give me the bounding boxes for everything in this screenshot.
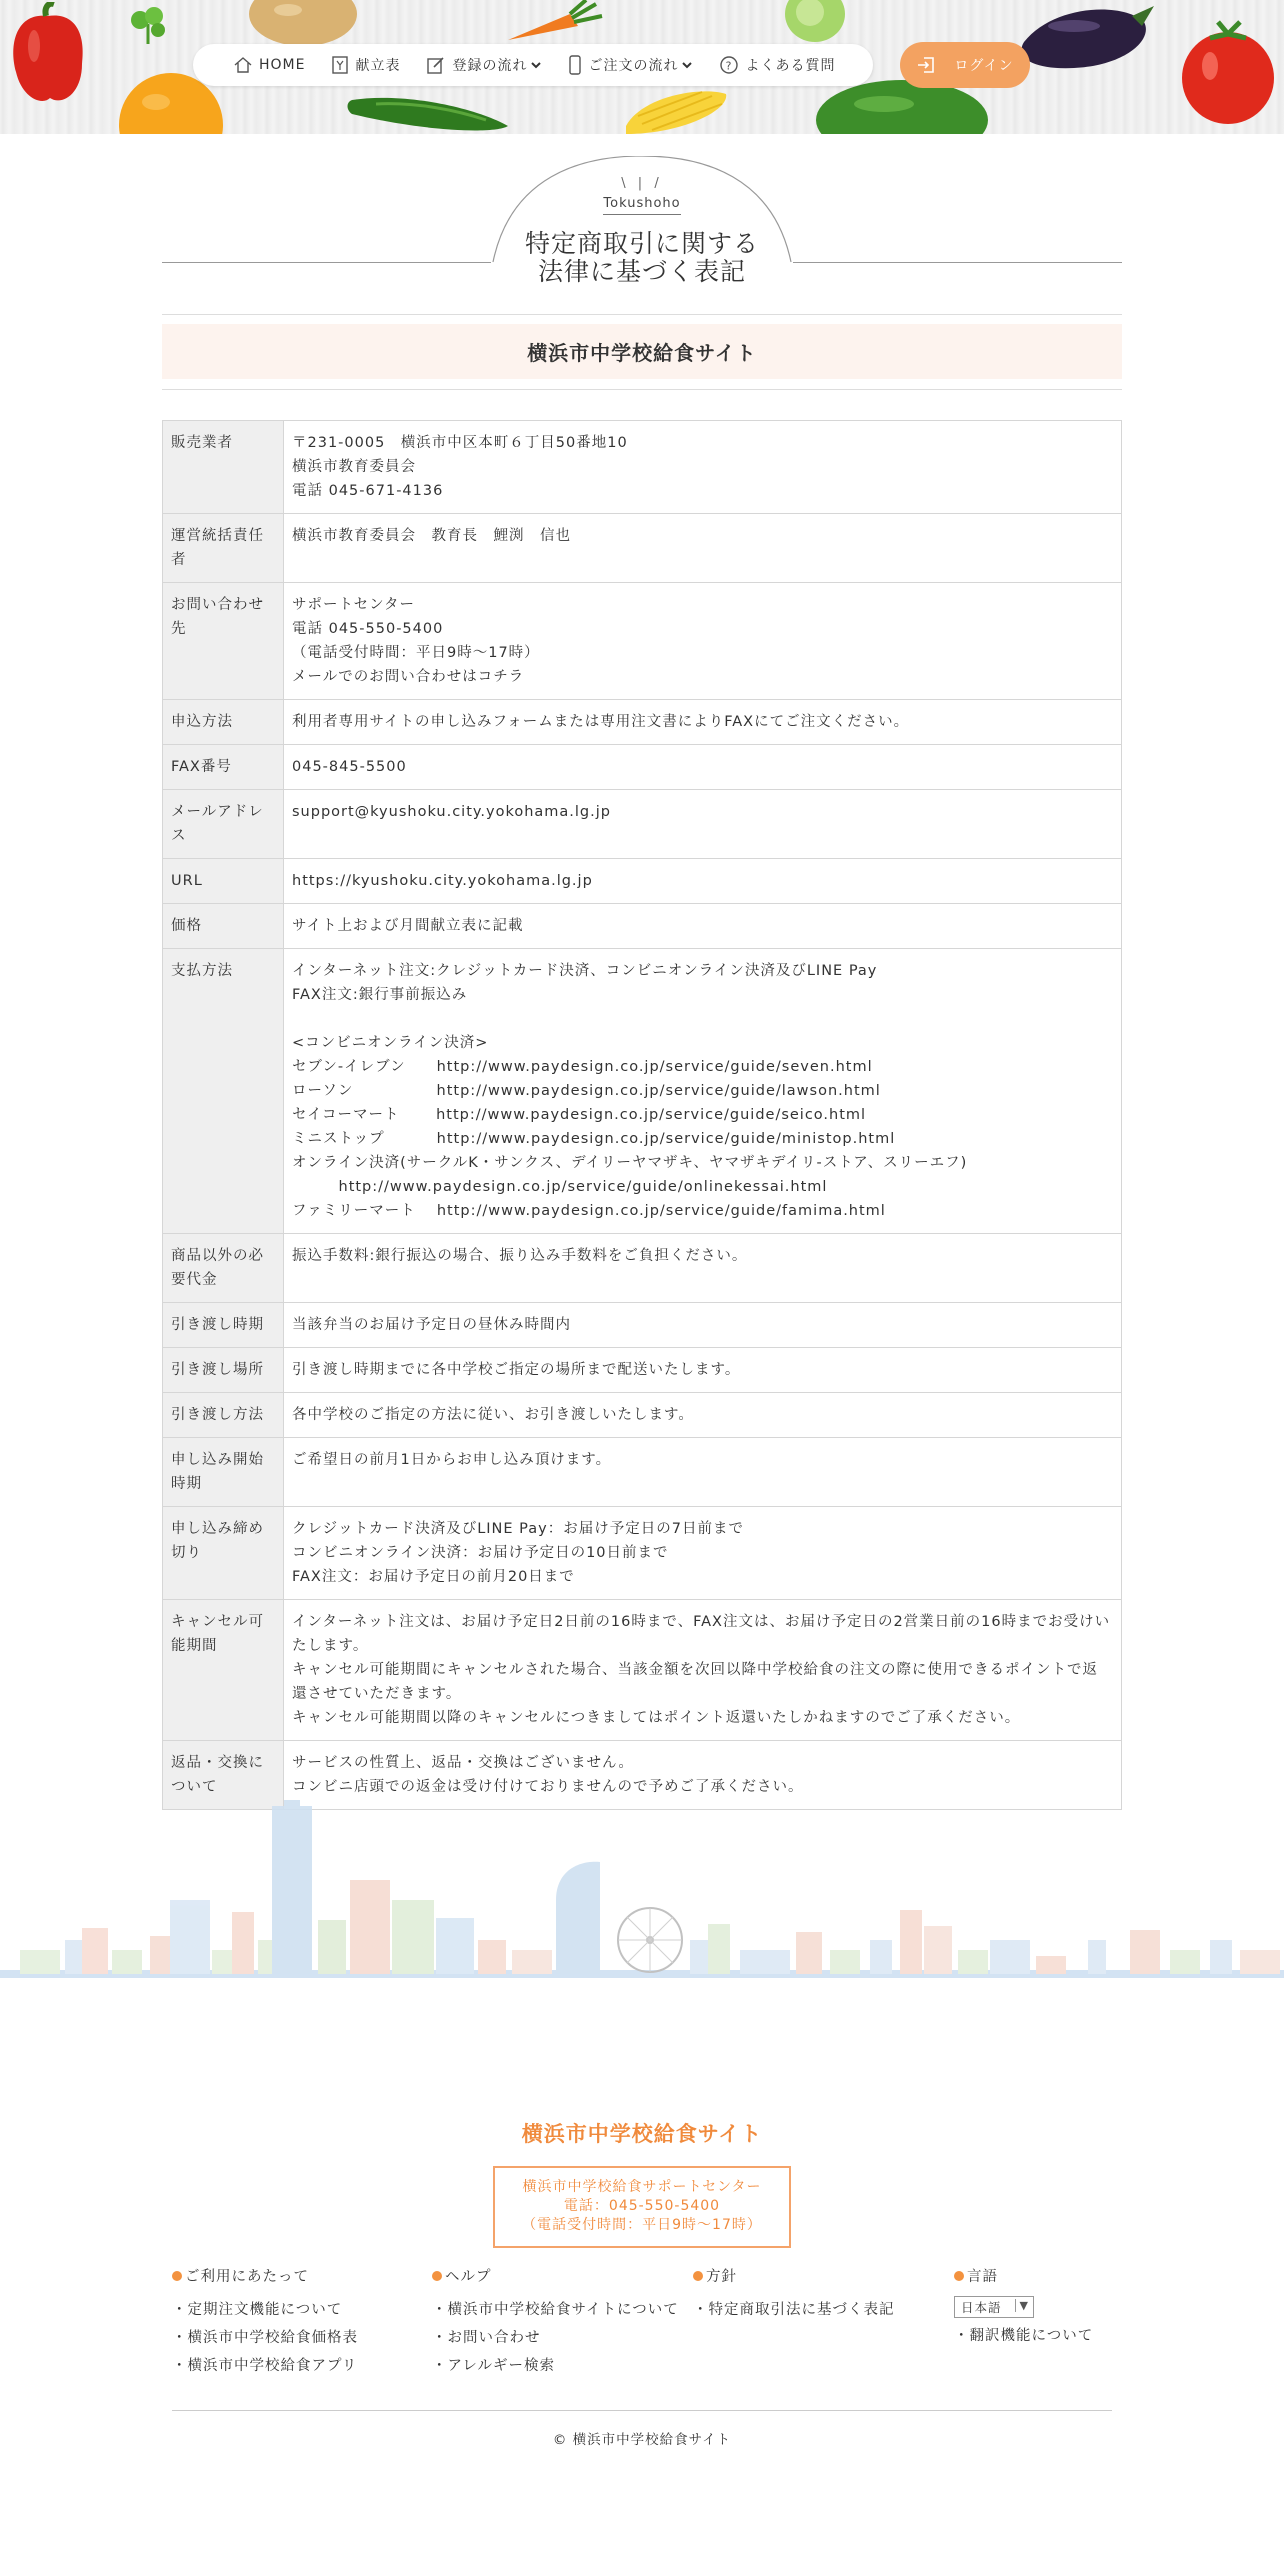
footer-site-title[interactable]: 横浜市中学校給食サイト — [521, 2122, 763, 2146]
row-label: 返品・交換について — [163, 1741, 284, 1810]
footer-link[interactable]: ・お問い合わせ — [432, 2330, 541, 2346]
footer-col-heading: 言語 — [967, 2269, 998, 2285]
nav-home[interactable] — [233, 55, 305, 75]
footer-divider — [172, 2410, 1112, 2411]
row-label: 商品以外の必要代金 — [163, 1234, 284, 1303]
table-row — [163, 700, 1122, 745]
row-value: 振込手数料:銀行振込の場合、振り込み手数料をご負担ください。 — [284, 1234, 1122, 1303]
table-row — [163, 790, 1122, 859]
nav-registration[interactable] — [426, 55, 542, 75]
bullet-dot-icon — [693, 2271, 703, 2281]
footer-link[interactable]: ・特定商取引法に基づく表記 — [693, 2302, 895, 2318]
tomato-image — [1180, 8, 1274, 132]
row-label: 引き渡し場所 — [163, 1348, 284, 1393]
bullet-dot-icon — [172, 2271, 182, 2281]
row-value: 各中学校のご指定の方法に従い、お引き渡しいたします。 — [284, 1393, 1122, 1438]
row-value: インターネット注文は、お届け予定日2日前の16時まで、FAX注文は、お届け予定日の2営業日前の16時までお受けいたします。 キャンセル可能期間にキャンセルされた場合、当該金額を次回以降中学校給食の注文の際に使用できるポイントで返還させていただきます。 キャンセル可能期間以降のキャンセルにつきましてはポイント返還いたしかねますのでご了承ください。 — [284, 1600, 1122, 1741]
table-row — [163, 514, 1122, 583]
chevron-down-icon — [530, 59, 542, 71]
row-label: 販売業者 — [163, 421, 284, 514]
login-icon — [916, 55, 936, 75]
title-label-underline — [603, 214, 681, 215]
table-row — [163, 1600, 1122, 1741]
nav-registration-label: 登録の流れ — [452, 58, 528, 74]
lettuce-image — [780, 0, 850, 44]
table-row — [163, 1348, 1122, 1393]
footer-link[interactable]: ・アレルギー検索 — [432, 2358, 556, 2374]
nav-menu[interactable] — [331, 55, 400, 75]
row-value: サイト上および月間献立表に記載 — [284, 904, 1122, 949]
row-value: サポートセンター 電話 045-550-5400 （電話受付時間：平日9時～17時） メールでのお問い合わせはコチラ — [284, 583, 1122, 700]
green-pepper-image — [814, 80, 990, 134]
page-title-line1: 特定商取引に関する — [524, 229, 759, 258]
bullet-dot-icon — [954, 2271, 964, 2281]
support-name: 横浜市中学校給食サポートセンター — [522, 2179, 762, 2195]
nav-faq-label: よくある質問 — [745, 58, 836, 74]
table-row — [163, 1507, 1122, 1600]
site-name-band: 横浜市中学校給食サイト — [162, 324, 1122, 379]
footer-link[interactable]: ・翻訳機能について — [954, 2328, 1094, 2344]
row-value: 当該弁当のお届け予定日の昼休み時間内 — [284, 1303, 1122, 1348]
main-nav — [193, 44, 873, 86]
row-label: FAX番号 — [163, 745, 284, 790]
row-label: 運営統括責任者 — [163, 514, 284, 583]
row-value: 横浜市教育委員会 教育長 鯉渕 信也 — [284, 514, 1122, 583]
language-select[interactable] — [954, 2296, 1034, 2318]
table-row — [163, 1393, 1122, 1438]
table-row — [163, 1303, 1122, 1348]
row-value: https://kyushoku.city.yokohama.lg.jp — [284, 859, 1122, 904]
table-row — [163, 583, 1122, 700]
table-row — [163, 1438, 1122, 1507]
footer-col-usage — [172, 2265, 358, 2380]
footer-col-heading: 方針 — [706, 2269, 737, 2285]
login-label: ログイン — [954, 58, 1014, 74]
row-value: 利用者専用サイトの申し込みフォームまたは専用注文書によりFAXにてご注文ください。 — [284, 700, 1122, 745]
row-value: support@kyushoku.city.yokohama.lg.jp — [284, 790, 1122, 859]
footer-link[interactable]: ・横浜市中学校給食サイトについて — [432, 2302, 679, 2318]
footer-col-heading: ヘルプ — [445, 2269, 492, 2285]
row-value: 045-845-5500 — [284, 745, 1122, 790]
row-value: ご希望日の前月1日からお申し込み頂けます。 — [284, 1438, 1122, 1507]
row-label: メールアドレス — [163, 790, 284, 859]
footer-col-heading: ご利用にあたって — [185, 2269, 309, 2285]
bullet-dot-icon — [432, 2271, 442, 2281]
support-center-box — [493, 2166, 791, 2248]
table-row — [163, 745, 1122, 790]
row-label: 引き渡し方法 — [163, 1393, 284, 1438]
footer-link[interactable]: ・横浜市中学校給食アプリ — [172, 2358, 358, 2374]
footer-link[interactable]: ・横浜市中学校給食価格表 — [172, 2330, 358, 2346]
chevron-down-icon — [681, 59, 693, 71]
dropdown-arrow-icon: ▼ — [1015, 2299, 1029, 2312]
row-label: 支払方法 — [163, 949, 284, 1234]
row-value: インターネット注文:クレジットカード決済、コンビニオンライン決済及びLINE Pay FAX注文:銀行事前振込み <コンビニオンライン決済> セブン-イレブン http://www.paydesign.co.jp/service/guide/seven.html ローソン http://www.paydesign.co.jp/service/guide/lawson.html セイコーマート http://www.paydesign.co.jp/service/guide/seico.html ミニストップ http://www.paydesign.co.jp/service/guide/ministop.html オンライン決済(サークルK・サンクス、デイリーヤマザキ、ヤマザキデイリ-ストア、スリーエフ) http://www.paydesign.co.jp/service/guide/onlinekessai.html ファミリーマート http://www.paydesign.co.jp/service/guide/famima.html — [284, 949, 1122, 1234]
herb-image — [128, 6, 170, 46]
phone-icon — [568, 55, 582, 75]
nav-order-label: ご注文の流れ — [588, 58, 679, 74]
row-value: サービスの性質上、返品・交換はございません。 コンビニ店頭での返金は受け付けておりませんので予めご了承ください。 — [284, 1741, 1122, 1810]
city-skyline-illustration — [0, 1800, 1284, 1995]
footer-col-policy — [693, 2265, 895, 2324]
table-row — [163, 949, 1122, 1234]
nav-menu-label: 献立表 — [355, 58, 401, 74]
band-bottom-divider — [162, 389, 1122, 390]
carrot-image — [500, 0, 606, 44]
footer-col-language — [954, 2265, 1093, 2350]
menu-icon — [331, 55, 349, 75]
row-value: 引き渡し時期までに各中学校ご指定の場所まで配送いたします。 — [284, 1348, 1122, 1393]
footer-link[interactable]: ・定期注文機能について — [172, 2302, 343, 2318]
potato-image — [248, 0, 358, 46]
row-label: 価格 — [163, 904, 284, 949]
support-phone: 電話：045-550-5400 — [563, 2198, 721, 2214]
row-value: クレジットカード決済及びLINE Pay：お届け予定日の7日前まで コンビニオンライン決済：お届け予定日の10日前まで FAX注文：お届け予定日の前月20日まで — [284, 1507, 1122, 1600]
edit-icon — [426, 55, 446, 75]
cucumber-image — [346, 92, 512, 134]
nav-home-label: HOME — [259, 57, 306, 73]
row-label: キャンセル可能期間 — [163, 1600, 284, 1741]
svg-text:?: ? — [726, 59, 733, 73]
header-banner — [0, 0, 1284, 134]
copyright: © 横浜市中学校給食サイト — [552, 2432, 732, 2448]
language-select-value: 日本語 — [961, 2300, 1002, 2315]
page-title — [442, 230, 842, 286]
row-label: 申し込み開始時期 — [163, 1438, 284, 1507]
question-icon — [719, 55, 739, 75]
title-label: Tokushoho — [603, 196, 681, 211]
row-label: URL — [163, 859, 284, 904]
table-row — [163, 421, 1122, 514]
page-title-line2: 法律に基づく表記 — [537, 257, 746, 286]
band-top-divider — [162, 314, 1122, 315]
table-row — [163, 1234, 1122, 1303]
table-row — [163, 859, 1122, 904]
row-label: 申し込み締め切り — [163, 1507, 284, 1600]
row-label: お問い合わせ先 — [163, 583, 284, 700]
row-label: 申込方法 — [163, 700, 284, 745]
home-icon — [233, 55, 253, 75]
nav-order[interactable] — [568, 55, 693, 75]
login-button[interactable] — [900, 42, 1030, 88]
table-row — [163, 904, 1122, 949]
row-value: 〒231-0005 横浜市中区本町６丁目50番地10 横浜市教育委員会 電話 045-671-4136 — [284, 421, 1122, 514]
support-hours: （電話受付時間：平日9時～17時） — [522, 2217, 762, 2233]
tokushoho-table — [162, 420, 1122, 1810]
bell-pepper-image — [8, 2, 88, 106]
footer-col-help — [432, 2265, 679, 2380]
corn-image — [622, 86, 732, 134]
nav-faq[interactable] — [719, 55, 835, 75]
title-ticks: \ | / — [621, 176, 663, 191]
row-label: 引き渡し時期 — [163, 1303, 284, 1348]
eggplant-image — [1014, 2, 1158, 72]
